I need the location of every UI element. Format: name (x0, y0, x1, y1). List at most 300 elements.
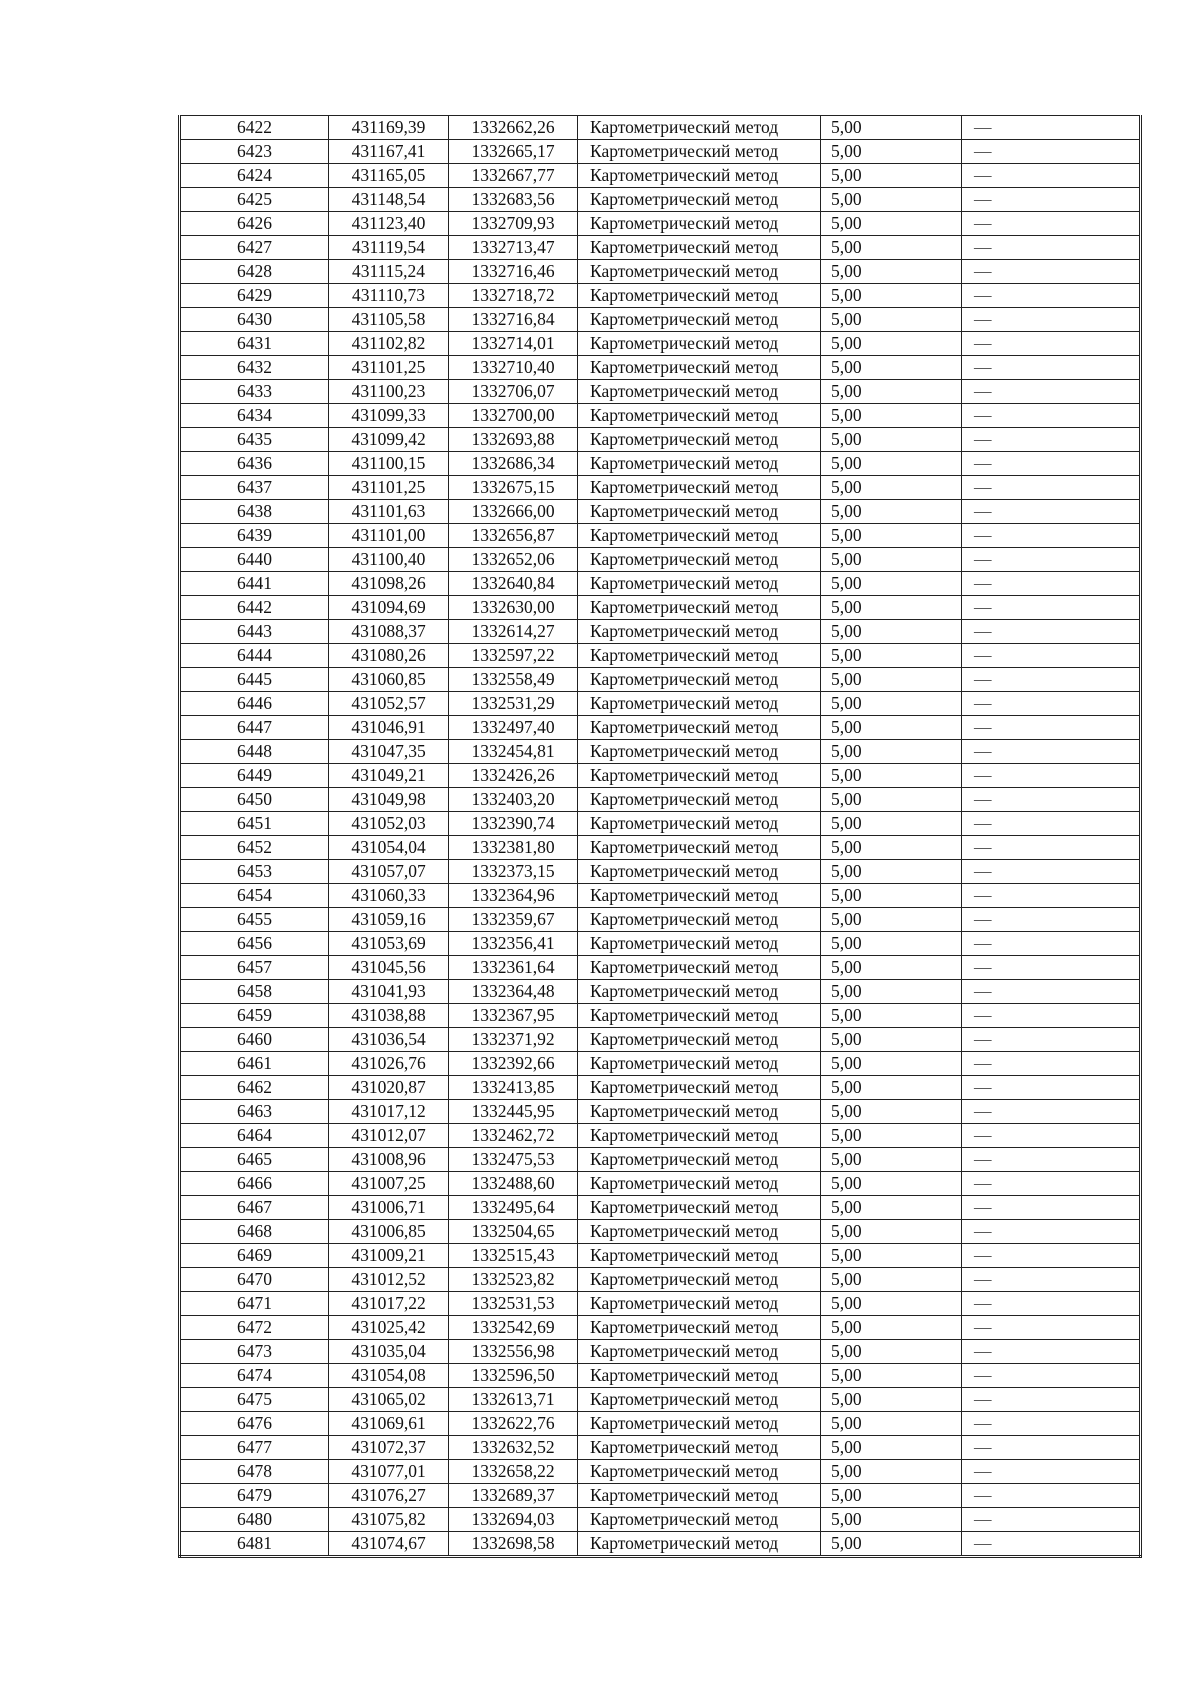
point-number-cell: 6471 (180, 1292, 329, 1316)
point-number-cell: 6437 (180, 476, 329, 500)
x-coordinate-cell: 431119,54 (329, 236, 449, 260)
y-coordinate-cell: 1332718,72 (449, 284, 578, 308)
description-cell: — (962, 1124, 1141, 1148)
point-number-cell: 6426 (180, 212, 329, 236)
description-cell: — (962, 692, 1141, 716)
description-cell: — (962, 572, 1141, 596)
accuracy-cell: 5,00 (821, 596, 962, 620)
method-cell: Картометрический метод (578, 1388, 821, 1412)
y-coordinate-cell: 1332700,00 (449, 404, 578, 428)
x-coordinate-cell: 431036,54 (329, 1028, 449, 1052)
point-number-cell: 6467 (180, 1196, 329, 1220)
method-cell: Картометрический метод (578, 428, 821, 452)
accuracy-cell: 5,00 (821, 500, 962, 524)
y-coordinate-cell: 1332632,52 (449, 1436, 578, 1460)
x-coordinate-cell: 431009,21 (329, 1244, 449, 1268)
description-cell: — (962, 1412, 1141, 1436)
table-row (180, 1268, 1141, 1292)
table-row (180, 860, 1141, 884)
method-cell: Картометрический метод (578, 620, 821, 644)
table-row (180, 1532, 1141, 1557)
table-row (180, 236, 1141, 260)
y-coordinate-cell: 1332613,71 (449, 1388, 578, 1412)
y-coordinate-cell: 1332515,43 (449, 1244, 578, 1268)
coordinates-table (178, 115, 1142, 1558)
y-coordinate-cell: 1332686,34 (449, 452, 578, 476)
point-number-cell: 6449 (180, 764, 329, 788)
x-coordinate-cell: 431047,35 (329, 740, 449, 764)
x-coordinate-cell: 431060,33 (329, 884, 449, 908)
method-cell: Картометрический метод (578, 836, 821, 860)
accuracy-cell: 5,00 (821, 476, 962, 500)
accuracy-cell: 5,00 (821, 1196, 962, 1220)
y-coordinate-cell: 1332413,85 (449, 1076, 578, 1100)
description-cell: — (962, 596, 1141, 620)
x-coordinate-cell: 431099,33 (329, 404, 449, 428)
accuracy-cell: 5,00 (821, 884, 962, 908)
y-coordinate-cell: 1332706,07 (449, 380, 578, 404)
x-coordinate-cell: 431098,26 (329, 572, 449, 596)
point-number-cell: 6452 (180, 836, 329, 860)
point-number-cell: 6447 (180, 716, 329, 740)
table-row (180, 1148, 1141, 1172)
y-coordinate-cell: 1332667,77 (449, 164, 578, 188)
accuracy-cell: 5,00 (821, 1388, 962, 1412)
method-cell: Картометрический метод (578, 1436, 821, 1460)
point-number-cell: 6459 (180, 1004, 329, 1028)
method-cell: Картометрический метод (578, 500, 821, 524)
table-row (180, 1508, 1141, 1532)
y-coordinate-cell: 1332622,76 (449, 1412, 578, 1436)
accuracy-cell: 5,00 (821, 572, 962, 596)
point-number-cell: 6462 (180, 1076, 329, 1100)
description-cell: — (962, 284, 1141, 308)
table-row (180, 1052, 1141, 1076)
point-number-cell: 6473 (180, 1340, 329, 1364)
x-coordinate-cell: 431046,91 (329, 716, 449, 740)
table-row (180, 308, 1141, 332)
point-number-cell: 6431 (180, 332, 329, 356)
table-row (180, 572, 1141, 596)
x-coordinate-cell: 431101,63 (329, 500, 449, 524)
accuracy-cell: 5,00 (821, 140, 962, 164)
table-row (180, 908, 1141, 932)
table-row (180, 1460, 1141, 1484)
accuracy-cell: 5,00 (821, 668, 962, 692)
point-number-cell: 6470 (180, 1268, 329, 1292)
method-cell: Картометрический метод (578, 1316, 821, 1340)
description-cell: — (962, 1292, 1141, 1316)
y-coordinate-cell: 1332558,49 (449, 668, 578, 692)
accuracy-cell: 5,00 (821, 1148, 962, 1172)
y-coordinate-cell: 1332716,84 (449, 308, 578, 332)
table-row (180, 764, 1141, 788)
point-number-cell: 6475 (180, 1388, 329, 1412)
table-row (180, 380, 1141, 404)
y-coordinate-cell: 1332381,80 (449, 836, 578, 860)
accuracy-cell: 5,00 (821, 524, 962, 548)
method-cell: Картометрический метод (578, 356, 821, 380)
accuracy-cell: 5,00 (821, 1028, 962, 1052)
description-cell: — (962, 668, 1141, 692)
y-coordinate-cell: 1332359,67 (449, 908, 578, 932)
table-row (180, 620, 1141, 644)
description-cell: — (962, 1388, 1141, 1412)
accuracy-cell: 5,00 (821, 1412, 962, 1436)
method-cell: Картометрический метод (578, 788, 821, 812)
accuracy-cell: 5,00 (821, 1316, 962, 1340)
y-coordinate-cell: 1332665,17 (449, 140, 578, 164)
x-coordinate-cell: 431100,15 (329, 452, 449, 476)
x-coordinate-cell: 431072,37 (329, 1436, 449, 1460)
y-coordinate-cell: 1332364,48 (449, 980, 578, 1004)
point-number-cell: 6476 (180, 1412, 329, 1436)
method-cell: Картометрический метод (578, 1028, 821, 1052)
y-coordinate-cell: 1332675,15 (449, 476, 578, 500)
table-row (180, 188, 1141, 212)
y-coordinate-cell: 1332445,95 (449, 1100, 578, 1124)
x-coordinate-cell: 431100,40 (329, 548, 449, 572)
x-coordinate-cell: 431074,67 (329, 1532, 449, 1557)
method-cell: Картометрический метод (578, 140, 821, 164)
y-coordinate-cell: 1332356,41 (449, 932, 578, 956)
y-coordinate-cell: 1332403,20 (449, 788, 578, 812)
accuracy-cell: 5,00 (821, 188, 962, 212)
point-number-cell: 6468 (180, 1220, 329, 1244)
description-cell: — (962, 716, 1141, 740)
description-cell: — (962, 1028, 1141, 1052)
table-row (180, 140, 1141, 164)
x-coordinate-cell: 431105,58 (329, 308, 449, 332)
method-cell: Картометрический метод (578, 548, 821, 572)
description-cell: — (962, 332, 1141, 356)
accuracy-cell: 5,00 (821, 980, 962, 1004)
method-cell: Картометрический метод (578, 596, 821, 620)
x-coordinate-cell: 431110,73 (329, 284, 449, 308)
method-cell: Картометрический метод (578, 1460, 821, 1484)
y-coordinate-cell: 1332361,64 (449, 956, 578, 980)
method-cell: Картометрический метод (578, 164, 821, 188)
method-cell: Картометрический метод (578, 452, 821, 476)
x-coordinate-cell: 431167,41 (329, 140, 449, 164)
point-number-cell: 6460 (180, 1028, 329, 1052)
method-cell: Картометрический метод (578, 1196, 821, 1220)
x-coordinate-cell: 431012,07 (329, 1124, 449, 1148)
accuracy-cell: 5,00 (821, 956, 962, 980)
x-coordinate-cell: 431059,16 (329, 908, 449, 932)
table-row (180, 1388, 1141, 1412)
point-number-cell: 6439 (180, 524, 329, 548)
method-cell: Картометрический метод (578, 1076, 821, 1100)
description-cell: — (962, 1532, 1141, 1557)
table-row (180, 812, 1141, 836)
description-cell: — (962, 788, 1141, 812)
description-cell: — (962, 836, 1141, 860)
y-coordinate-cell: 1332462,72 (449, 1124, 578, 1148)
description-cell: — (962, 476, 1141, 500)
method-cell: Картометрический метод (578, 1172, 821, 1196)
table-row (180, 1340, 1141, 1364)
x-coordinate-cell: 431012,52 (329, 1268, 449, 1292)
point-number-cell: 6428 (180, 260, 329, 284)
y-coordinate-cell: 1332630,00 (449, 596, 578, 620)
y-coordinate-cell: 1332504,65 (449, 1220, 578, 1244)
accuracy-cell: 5,00 (821, 548, 962, 572)
description-cell: — (962, 1340, 1141, 1364)
accuracy-cell: 5,00 (821, 692, 962, 716)
point-number-cell: 6425 (180, 188, 329, 212)
table-row (180, 668, 1141, 692)
x-coordinate-cell: 431041,93 (329, 980, 449, 1004)
table-row (180, 956, 1141, 980)
accuracy-cell: 5,00 (821, 1244, 962, 1268)
accuracy-cell: 5,00 (821, 428, 962, 452)
y-coordinate-cell: 1332652,06 (449, 548, 578, 572)
point-number-cell: 6429 (180, 284, 329, 308)
table-row (180, 428, 1141, 452)
description-cell: — (962, 1268, 1141, 1292)
method-cell: Картометрический метод (578, 1532, 821, 1557)
description-cell: — (962, 932, 1141, 956)
x-coordinate-cell: 431123,40 (329, 212, 449, 236)
x-coordinate-cell: 431102,82 (329, 332, 449, 356)
accuracy-cell: 5,00 (821, 836, 962, 860)
table-row (180, 836, 1141, 860)
y-coordinate-cell: 1332497,40 (449, 716, 578, 740)
accuracy-cell: 5,00 (821, 1004, 962, 1028)
table-row (180, 1028, 1141, 1052)
accuracy-cell: 5,00 (821, 740, 962, 764)
y-coordinate-cell: 1332373,15 (449, 860, 578, 884)
description-cell: — (962, 1196, 1141, 1220)
x-coordinate-cell: 431069,61 (329, 1412, 449, 1436)
description-cell: — (962, 236, 1141, 260)
method-cell: Картометрический метод (578, 116, 821, 140)
accuracy-cell: 5,00 (821, 620, 962, 644)
description-cell: — (962, 908, 1141, 932)
table-row (180, 1484, 1141, 1508)
description-cell: — (962, 308, 1141, 332)
method-cell: Картометрический метод (578, 476, 821, 500)
point-number-cell: 6464 (180, 1124, 329, 1148)
x-coordinate-cell: 431053,69 (329, 932, 449, 956)
accuracy-cell: 5,00 (821, 788, 962, 812)
x-coordinate-cell: 431052,57 (329, 692, 449, 716)
method-cell: Картометрический метод (578, 524, 821, 548)
table-row (180, 1316, 1141, 1340)
table-row (180, 716, 1141, 740)
accuracy-cell: 5,00 (821, 1460, 962, 1484)
x-coordinate-cell: 431026,76 (329, 1052, 449, 1076)
point-number-cell: 6440 (180, 548, 329, 572)
description-cell: — (962, 980, 1141, 1004)
method-cell: Картометрический метод (578, 860, 821, 884)
y-coordinate-cell: 1332698,58 (449, 1532, 578, 1557)
accuracy-cell: 5,00 (821, 1364, 962, 1388)
y-coordinate-cell: 1332714,01 (449, 332, 578, 356)
description-cell: — (962, 860, 1141, 884)
y-coordinate-cell: 1332390,74 (449, 812, 578, 836)
y-coordinate-cell: 1332689,37 (449, 1484, 578, 1508)
table-row (180, 596, 1141, 620)
point-number-cell: 6465 (180, 1148, 329, 1172)
x-coordinate-cell: 431035,04 (329, 1340, 449, 1364)
x-coordinate-cell: 431049,98 (329, 788, 449, 812)
method-cell: Картометрический метод (578, 908, 821, 932)
y-coordinate-cell: 1332666,00 (449, 500, 578, 524)
description-cell: — (962, 140, 1141, 164)
accuracy-cell: 5,00 (821, 764, 962, 788)
description-cell: — (962, 404, 1141, 428)
accuracy-cell: 5,00 (821, 1220, 962, 1244)
y-coordinate-cell: 1332523,82 (449, 1268, 578, 1292)
accuracy-cell: 5,00 (821, 356, 962, 380)
accuracy-cell: 5,00 (821, 1124, 962, 1148)
x-coordinate-cell: 431088,37 (329, 620, 449, 644)
x-coordinate-cell: 431101,25 (329, 476, 449, 500)
description-cell: — (962, 884, 1141, 908)
accuracy-cell: 5,00 (821, 452, 962, 476)
point-number-cell: 6441 (180, 572, 329, 596)
x-coordinate-cell: 431075,82 (329, 1508, 449, 1532)
method-cell: Картометрический метод (578, 260, 821, 284)
point-number-cell: 6438 (180, 500, 329, 524)
description-cell: — (962, 812, 1141, 836)
x-coordinate-cell: 431101,25 (329, 356, 449, 380)
point-number-cell: 6444 (180, 644, 329, 668)
x-coordinate-cell: 431052,03 (329, 812, 449, 836)
x-coordinate-cell: 431017,22 (329, 1292, 449, 1316)
accuracy-cell: 5,00 (821, 1340, 962, 1364)
description-cell: — (962, 644, 1141, 668)
x-coordinate-cell: 431006,85 (329, 1220, 449, 1244)
y-coordinate-cell: 1332495,64 (449, 1196, 578, 1220)
method-cell: Картометрический метод (578, 692, 821, 716)
table-row (180, 332, 1141, 356)
table-row (180, 1412, 1141, 1436)
y-coordinate-cell: 1332488,60 (449, 1172, 578, 1196)
accuracy-cell: 5,00 (821, 380, 962, 404)
x-coordinate-cell: 431008,96 (329, 1148, 449, 1172)
y-coordinate-cell: 1332371,92 (449, 1028, 578, 1052)
description-cell: — (962, 1484, 1141, 1508)
x-coordinate-cell: 431100,23 (329, 380, 449, 404)
x-coordinate-cell: 431017,12 (329, 1100, 449, 1124)
x-coordinate-cell: 431020,87 (329, 1076, 449, 1100)
x-coordinate-cell: 431054,04 (329, 836, 449, 860)
x-coordinate-cell: 431045,56 (329, 956, 449, 980)
description-cell: — (962, 356, 1141, 380)
point-number-cell: 6448 (180, 740, 329, 764)
y-coordinate-cell: 1332596,50 (449, 1364, 578, 1388)
point-number-cell: 6456 (180, 932, 329, 956)
coordinates-table-body (180, 116, 1141, 1557)
method-cell: Картометрический метод (578, 332, 821, 356)
y-coordinate-cell: 1332662,26 (449, 116, 578, 140)
description-cell: — (962, 428, 1141, 452)
accuracy-cell: 5,00 (821, 332, 962, 356)
description-cell: — (962, 1460, 1141, 1484)
point-number-cell: 6436 (180, 452, 329, 476)
method-cell: Картометрический метод (578, 284, 821, 308)
point-number-cell: 6442 (180, 596, 329, 620)
table-row (180, 692, 1141, 716)
description-cell: — (962, 1052, 1141, 1076)
x-coordinate-cell: 431169,39 (329, 116, 449, 140)
table-row (180, 740, 1141, 764)
table-row (180, 884, 1141, 908)
y-coordinate-cell: 1332597,22 (449, 644, 578, 668)
y-coordinate-cell: 1332716,46 (449, 260, 578, 284)
description-cell: — (962, 1316, 1141, 1340)
x-coordinate-cell: 431054,08 (329, 1364, 449, 1388)
table-row (180, 404, 1141, 428)
description-cell: — (962, 1148, 1141, 1172)
x-coordinate-cell: 431038,88 (329, 1004, 449, 1028)
point-number-cell: 6469 (180, 1244, 329, 1268)
accuracy-cell: 5,00 (821, 716, 962, 740)
table-row (180, 1364, 1141, 1388)
table-row (180, 644, 1141, 668)
accuracy-cell: 5,00 (821, 260, 962, 284)
description-cell: — (962, 1220, 1141, 1244)
x-coordinate-cell: 431006,71 (329, 1196, 449, 1220)
point-number-cell: 6422 (180, 116, 329, 140)
method-cell: Картометрический метод (578, 812, 821, 836)
accuracy-cell: 5,00 (821, 860, 962, 884)
point-number-cell: 6481 (180, 1532, 329, 1557)
method-cell: Картометрический метод (578, 668, 821, 692)
x-coordinate-cell: 431060,85 (329, 668, 449, 692)
table-row (180, 1100, 1141, 1124)
table-row (180, 524, 1141, 548)
table-row (180, 500, 1141, 524)
description-cell: — (962, 164, 1141, 188)
y-coordinate-cell: 1332531,29 (449, 692, 578, 716)
y-coordinate-cell: 1332542,69 (449, 1316, 578, 1340)
table-row (180, 980, 1141, 1004)
accuracy-cell: 5,00 (821, 1532, 962, 1557)
method-cell: Картометрический метод (578, 1244, 821, 1268)
description-cell: — (962, 620, 1141, 644)
x-coordinate-cell: 431165,05 (329, 164, 449, 188)
accuracy-cell: 5,00 (821, 1292, 962, 1316)
method-cell: Картометрический метод (578, 572, 821, 596)
table-row (180, 1004, 1141, 1028)
table-row (180, 1436, 1141, 1460)
table-row (180, 1076, 1141, 1100)
point-number-cell: 6479 (180, 1484, 329, 1508)
x-coordinate-cell: 431065,02 (329, 1388, 449, 1412)
accuracy-cell: 5,00 (821, 1100, 962, 1124)
accuracy-cell: 5,00 (821, 1508, 962, 1532)
description-cell: — (962, 1076, 1141, 1100)
description-cell: — (962, 1364, 1141, 1388)
y-coordinate-cell: 1332693,88 (449, 428, 578, 452)
point-number-cell: 6433 (180, 380, 329, 404)
description-cell: — (962, 452, 1141, 476)
accuracy-cell: 5,00 (821, 236, 962, 260)
y-coordinate-cell: 1332454,81 (449, 740, 578, 764)
table-row (180, 788, 1141, 812)
description-cell: — (962, 188, 1141, 212)
x-coordinate-cell: 431076,27 (329, 1484, 449, 1508)
accuracy-cell: 5,00 (821, 1076, 962, 1100)
method-cell: Картометрический метод (578, 1484, 821, 1508)
y-coordinate-cell: 1332683,56 (449, 188, 578, 212)
point-number-cell: 6458 (180, 980, 329, 1004)
point-number-cell: 6466 (180, 1172, 329, 1196)
